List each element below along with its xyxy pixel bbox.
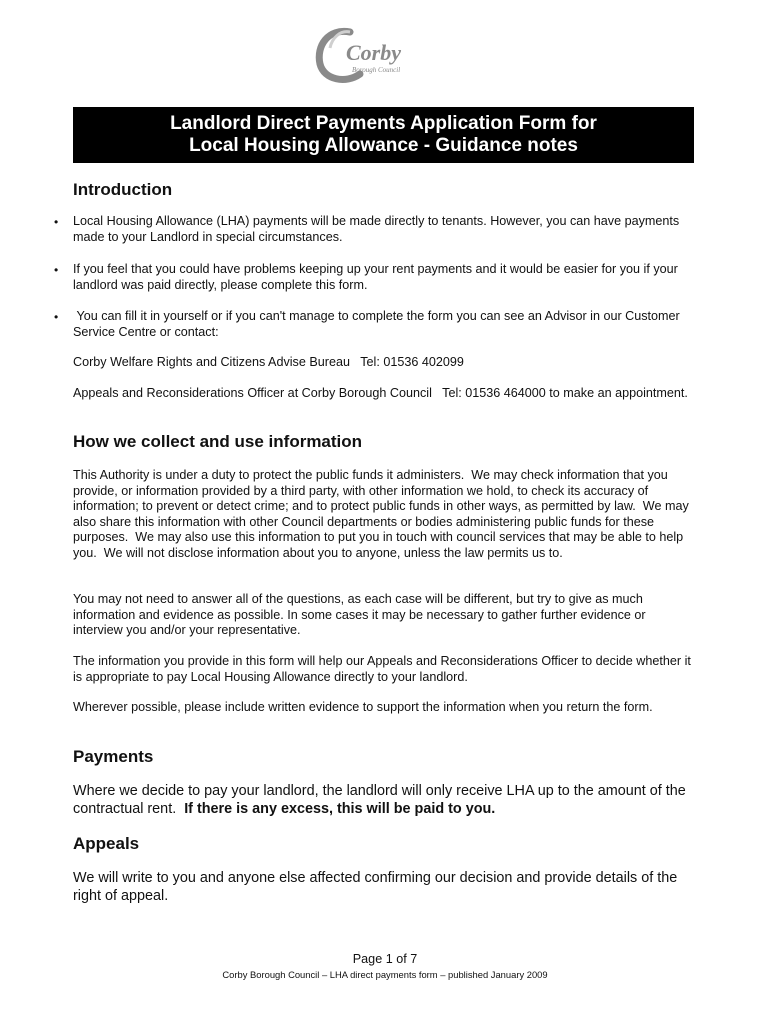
bullet-dot: • [54,310,59,324]
payments-bold-text: If there is any excess, this will be paid to you. [184,800,496,817]
payments-text: Where we decide to pay your landlord, the landlord will only receive LHA up to the amount of the contractual rent. [73,783,690,817]
logo-text: Corby [346,40,401,65]
bullet-dot: • [54,215,59,229]
collect-paragraph-2: You may not need to answer all of the questions, as each case will be different, but try to give as much information and evidence as possible. In some cases it may be necessary to gather further evidence or interview you and/or your representative. [73,592,646,638]
contact-appeals-officer: Appeals and Reconsiderations Officer at Corby Borough Council Tel: 01536 464000 to make an appointment. [73,386,688,400]
title-line-2: Local Housing Allowance - Guidance notes [189,135,578,156]
collect-heading: How we collect and use information [73,432,363,451]
corby-logo [310,24,420,86]
collect-paragraph-1: This Authority is under a duty to protect the public funds it administers. We may check information that you provide, or information provided by a third party, with other information we hold, to check its accuracy of information; to prevent or detect crime; and to protect public funds in other ways, as permitted by law. We may also share this information with other Council departments or bodies administering public funds for these purposes. We may also use this information to put you in touch with council services that may be able to help you. We will not disclose information about you to anyone, unless the law permits us to. [73,468,693,560]
intro-bullet-1: Local Housing Allowance (LHA) payments will be made directly to tenants. However, you can have payments made to your Landlord in special circumstances. [73,214,680,244]
intro-bullet-2: If you feel that you could have problems keeping up your rent payments and it would be easier for you if your landlord was paid directly, please complete this form. [73,262,678,292]
page-number: Page 1 of 7 [352,952,418,966]
intro-bullet-3: You can fill it in yourself or if you can't manage to complete the form you can see an Advisor in our Customer Service Centre or contact: [73,309,684,339]
appeals-paragraph: We will write to you and anyone else affected confirming our decision and provide details of the right of appeal. [73,870,678,904]
contact-welfare-rights: Corby Welfare Rights and Citizens Advise Bureau Tel: 01536 402099 [73,355,464,369]
document-title [73,107,694,163]
collect-paragraph-4: Wherever possible, please include written evidence to support the information when you return the form. [73,700,653,714]
payments-heading: Payments [73,747,154,766]
footer-note: Corby Borough Council – LHA direct payments form – published January 2009 [222,969,548,980]
bullet-dot: • [54,263,59,277]
logo-subtext: Borough Council [352,66,401,74]
introduction-heading: Introduction [73,180,173,199]
appeals-heading: Appeals [73,834,140,853]
payments-paragraph [73,783,703,818]
collect-paragraph-3: The information you provide in this form will help our Appeals and Reconsiderations Officer to decide whether it is appropriate to pay Local Housing Allowance directly to your landlord. [73,654,691,684]
title-line-1: Landlord Direct Payments Application Form for [170,113,597,134]
